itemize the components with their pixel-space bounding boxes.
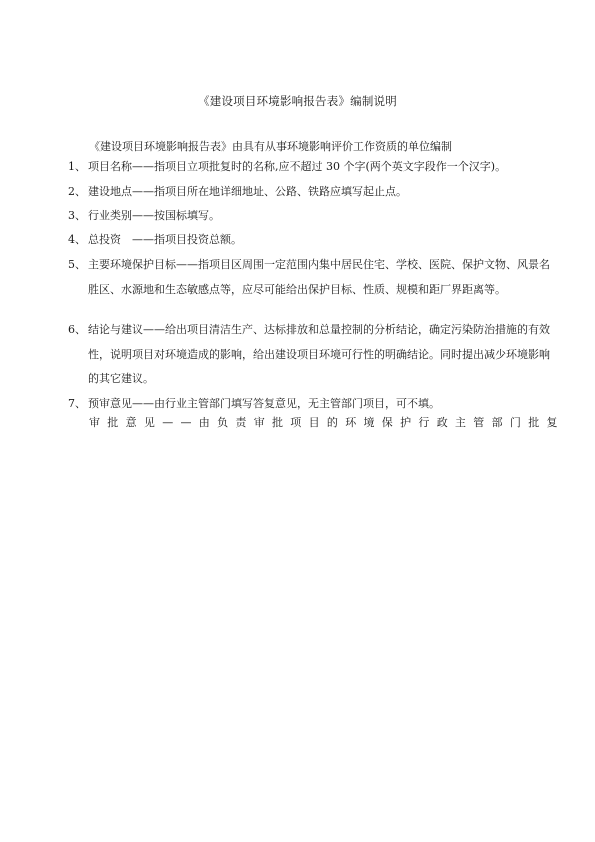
item-number: 7、 xyxy=(68,397,86,410)
item-number: 5、 xyxy=(68,258,86,271)
list-item-2 xyxy=(68,180,550,205)
list-item-6 xyxy=(68,318,550,392)
item-number: 1、 xyxy=(68,160,86,173)
item-text: 预审意见——由行业主管部门填写答复意见，无主管部门项目，可不填。 xyxy=(88,397,440,410)
item-number: 4、 xyxy=(68,233,86,246)
document-title: 《建设项目环境影响报告表》编制说明 xyxy=(198,94,397,108)
intro-paragraph: 《建设项目环境影响报告表》由具有从事环境影响评价工作资质的单位编制 xyxy=(89,140,452,153)
item-number: 2、 xyxy=(68,185,86,198)
list-item-3 xyxy=(68,204,550,229)
list-item-7 xyxy=(68,392,550,417)
item-text: 建设地点——指项目所在地详细地址、公路、铁路应填写起止点。 xyxy=(88,185,407,198)
item-text: 结论与建议——给出项目清洁生产、达标排放和总量控制的分析结论，确定污染防治措施的有效性，说明项目对环境造成的影响，给出建设项目环境可行性的明确结论。同时提出减少环境影响的其它建议。 xyxy=(88,323,550,385)
approval-note: 审批意见——由负责审批项目的环境保护行政主管部门批复 xyxy=(89,416,565,429)
item-number: 3、 xyxy=(68,209,86,222)
item-text: 项目名称——指项目立项批复时的名称,应不超过 30 个字(两个英文字段作一个汉字)。 xyxy=(88,160,507,173)
item-text: 总投资 ——指项目投资总额。 xyxy=(88,233,242,246)
list-item-4 xyxy=(68,228,550,253)
item-text: 行业类别——按国标填写。 xyxy=(88,209,220,222)
list-item-1 xyxy=(68,155,550,180)
item-text: 主要环境保护目标——指项目区周围一定范围内集中居民住宅、学校、医院、保护文物、风景名胜区、水源地和生态敏感点等，应尽可能给出保护目标、性质、规模和距厂界距离等。 xyxy=(88,258,550,296)
list-item-5 xyxy=(68,253,550,302)
item-number: 6、 xyxy=(68,323,86,336)
